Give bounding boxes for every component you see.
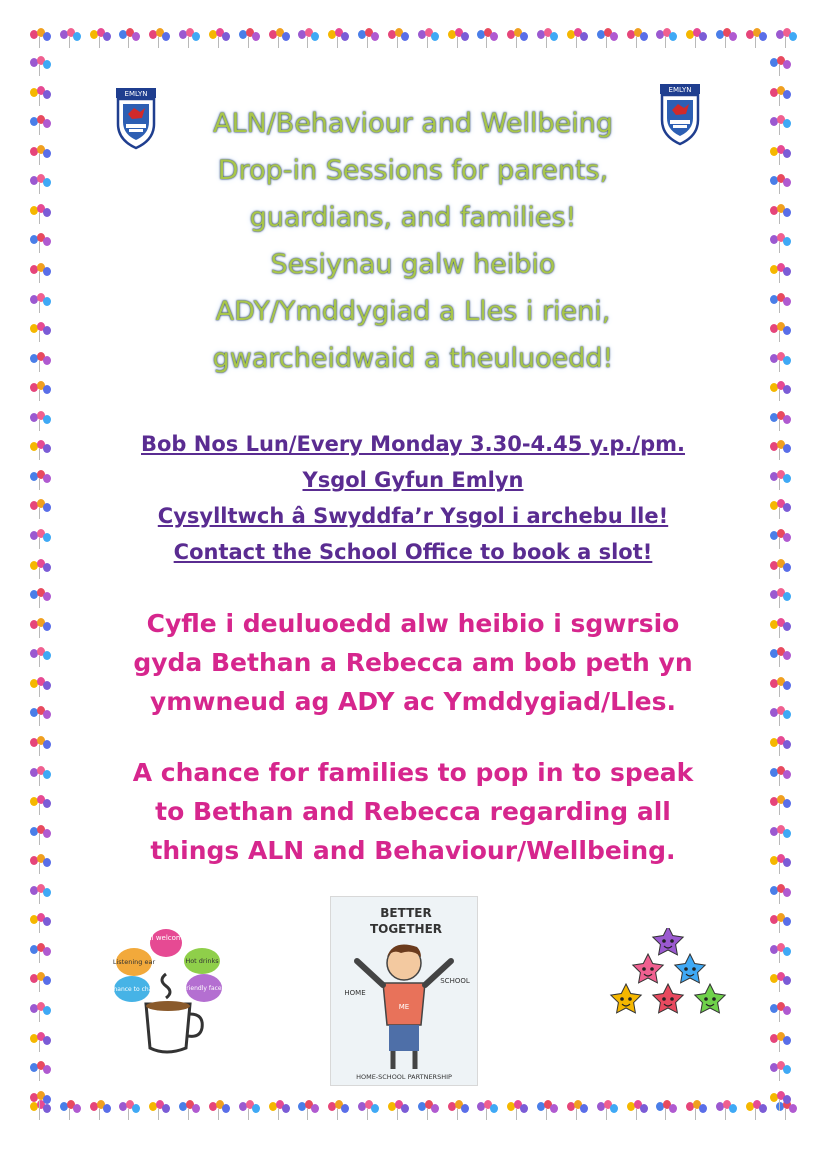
star-eye [642,967,646,971]
english-line-1: A chance for families to pop in to speak [132,758,694,787]
balloon-icon [28,706,52,728]
balloon-icon [28,204,52,226]
balloon-icon [768,233,792,255]
balloon-icon [28,677,52,699]
svg-text:Listening ear [113,958,156,966]
balloon-icon [595,28,619,50]
balloon-icon [475,1100,499,1122]
balloon-icon [296,1100,320,1122]
balloon-icon [28,766,52,788]
welsh-line-3: ymwneud ag ADY ac Ymddygiad/Lles. [150,687,676,716]
star-eye [662,997,666,1001]
balloon-icon [565,1100,589,1122]
balloon-icon [28,440,52,462]
contact-english: Contact the School Office to book a slot! [173,540,653,564]
title-line-5: ADY/Ymddygiad a Lles i rieni, [215,296,611,327]
balloon-icon [768,1002,792,1024]
welsh-line-1: Cyfle i deuluoedd alw heibio i sgwrsio [146,609,680,638]
balloon-border-left [28,56,54,1113]
star-eye [628,997,632,1001]
balloon-icon [744,1100,768,1122]
partnership-caption: HOME-SCHOOL PARTNERSHIP [356,1073,452,1081]
balloon-icon [237,28,261,50]
balloon-icon [28,529,52,551]
balloon-icon [28,499,52,521]
balloon-icon [28,28,52,50]
bubble-hot-drinks: Hot drinks [185,957,219,965]
better-together-icon [330,896,478,1086]
star-eye [670,939,674,943]
svg-text:Chance to chat [109,986,155,993]
star-eye [684,967,688,971]
balloon-icon [768,56,792,78]
balloon-icon [28,736,52,758]
balloon-icon [326,1100,350,1122]
balloon-icon [774,1100,798,1122]
balloon-icon [28,825,52,847]
star-pyramid-icon [598,928,738,1040]
balloon-icon [28,618,52,640]
star-shape [611,984,641,1013]
balloon-icon [28,559,52,581]
better-text: BETTER [380,906,432,920]
balloon-icon [28,647,52,669]
title-line-6: gwarcheidwaid a theuluoedd! [212,343,614,374]
schedule-text: Bob Nos Lun/Every Monday 3.30-4.45 y.p./pm. [141,432,685,456]
balloon-icon [714,1100,738,1122]
balloon-icon [535,1100,559,1122]
balloon-icon [535,28,559,50]
svg-text:All welcome [145,934,187,942]
star-eye [650,967,654,971]
balloon-icon [625,1100,649,1122]
balloon-icon [28,470,52,492]
me-label: ME [398,1003,410,1011]
balloon-icon [768,1061,792,1083]
balloon-icon [625,28,649,50]
bubble-chance-to-chat: Chance to chat [109,986,155,993]
balloon-border-top [28,28,798,54]
balloon-icon [28,972,52,994]
balloon-icon [565,28,589,50]
balloon-icon [117,28,141,50]
balloon-icon [177,1100,201,1122]
balloon-icon [654,1100,678,1122]
star-eye [670,997,674,1001]
balloon-icon [768,588,792,610]
balloon-icon [386,28,410,50]
star-eye [662,939,666,943]
balloon-icon [768,322,792,344]
balloon-icon [28,795,52,817]
title-line-1: ALN/Behaviour and Wellbeing [212,108,613,139]
balloon-icon [416,28,440,50]
balloon-icon [768,263,792,285]
star-eye [712,997,716,1001]
crest-label: EMLYN [124,90,148,98]
balloon-icon [207,28,231,50]
balloon-icon [505,1100,529,1122]
balloon-icon [117,1100,141,1122]
title-line-4: Sesiynau galw heibio [270,249,556,280]
balloon-icon [28,322,52,344]
balloon-icon [768,145,792,167]
balloon-icon [28,1061,52,1083]
svg-text:Friendly faces [183,985,224,992]
balloon-icon [768,706,792,728]
title-line-3: guardians, and families! [249,202,577,233]
balloon-icon [714,28,738,50]
balloon-icon [28,115,52,137]
balloon-icon [386,1100,410,1122]
balloon-icon [768,1091,792,1113]
balloon-icon [768,352,792,374]
title-line-2: Drop-in Sessions for parents, [217,155,609,186]
balloon-icon [768,470,792,492]
star-eye [692,967,696,971]
balloon-icon [768,618,792,640]
balloon-icon [768,1032,792,1054]
balloon-icon [744,28,768,50]
balloon-icon [28,86,52,108]
bubble-all-welcome: All welcome [144,934,188,942]
balloon-icon [768,825,792,847]
crest-label: EMLYN [668,86,692,94]
balloon-icon [28,56,52,78]
balloon-icon [768,972,792,994]
balloon-icon [768,499,792,521]
balloon-icon [28,233,52,255]
balloon-icon [237,1100,261,1122]
balloon-icon [768,293,792,315]
balloon-icon [768,381,792,403]
balloon-icon [768,204,792,226]
balloon-icon [58,28,82,50]
balloon-icon [768,766,792,788]
balloon-icon [684,1100,708,1122]
balloon-icon [356,28,380,50]
star-shape [653,928,683,955]
coffee-cup-icon [108,926,228,1058]
balloon-icon [768,559,792,581]
balloon-icon [768,854,792,876]
balloon-icon [768,115,792,137]
balloon-icon [768,795,792,817]
school-name: Ysgol Gyfun Emlyn [302,468,524,492]
english-line-2: to Bethan and Rebecca regarding all [155,797,671,826]
balloon-icon [267,28,291,50]
balloon-icon [768,884,792,906]
together-text: TOGETHER [369,922,443,936]
session-info [60,426,766,570]
balloon-icon [768,440,792,462]
balloon-icon [356,1100,380,1122]
balloon-icon [207,1100,231,1122]
balloon-icon [446,28,470,50]
balloon-icon [595,1100,619,1122]
balloon-icon [326,28,350,50]
balloon-icon [28,943,52,965]
bubble-listening-ear: Listening ear [112,958,156,966]
balloon-icon [684,28,708,50]
balloon-icon [177,28,201,50]
balloon-icon [774,28,798,50]
balloon-icon [416,1100,440,1122]
balloon-icon [768,529,792,551]
balloon-icon [28,1002,52,1024]
star-shape [675,954,705,983]
balloon-icon [88,28,112,50]
balloon-icon [768,736,792,758]
star-shape [695,984,725,1013]
balloon-icon [28,913,52,935]
balloon-icon [267,1100,291,1122]
balloon-icon [28,1100,52,1122]
balloon-icon [768,913,792,935]
balloon-icon [147,1100,171,1122]
balloon-icon [28,352,52,374]
balloon-icon [28,411,52,433]
balloon-icon [446,1100,470,1122]
poster-title [140,100,686,382]
balloon-icon [654,28,678,50]
star-shape [633,954,663,983]
balloon-icon [28,588,52,610]
bubble-friendly-faces: Friendly faces [183,985,225,992]
balloon-icon [768,943,792,965]
star-eye [704,997,708,1001]
home-label: HOME [344,989,366,997]
english-line-3: things ALN and Behaviour/Wellbeing. [150,836,676,865]
balloon-icon [475,28,499,50]
balloon-icon [58,1100,82,1122]
star-shape [653,984,683,1013]
svg-text:Hot drinks [185,957,219,965]
welsh-paragraph [60,604,766,721]
balloon-icon [28,174,52,196]
balloon-icon [28,884,52,906]
balloon-border-bottom [28,1100,798,1126]
balloon-icon [88,1100,112,1122]
balloon-icon [28,293,52,315]
contact-welsh: Cysylltwch â Swyddfa’r Ysgol i archebu lle! [157,504,669,528]
balloon-icon [28,145,52,167]
balloon-icon [768,411,792,433]
balloon-icon [147,28,171,50]
english-paragraph [60,753,766,870]
balloon-icon [28,381,52,403]
welsh-line-2: gyda Bethan a Rebecca am bob peth yn [133,648,693,677]
balloon-icon [28,1091,52,1113]
balloon-icon [768,174,792,196]
balloon-icon [768,86,792,108]
balloon-icon [28,854,52,876]
balloon-border-right [768,56,794,1113]
balloon-icon [28,1032,52,1054]
balloon-icon [505,28,529,50]
school-label: SCHOOL [440,977,470,985]
balloon-icon [28,263,52,285]
star-eye [620,997,624,1001]
balloon-icon [768,647,792,669]
balloon-icon [296,28,320,50]
balloon-icon [768,677,792,699]
